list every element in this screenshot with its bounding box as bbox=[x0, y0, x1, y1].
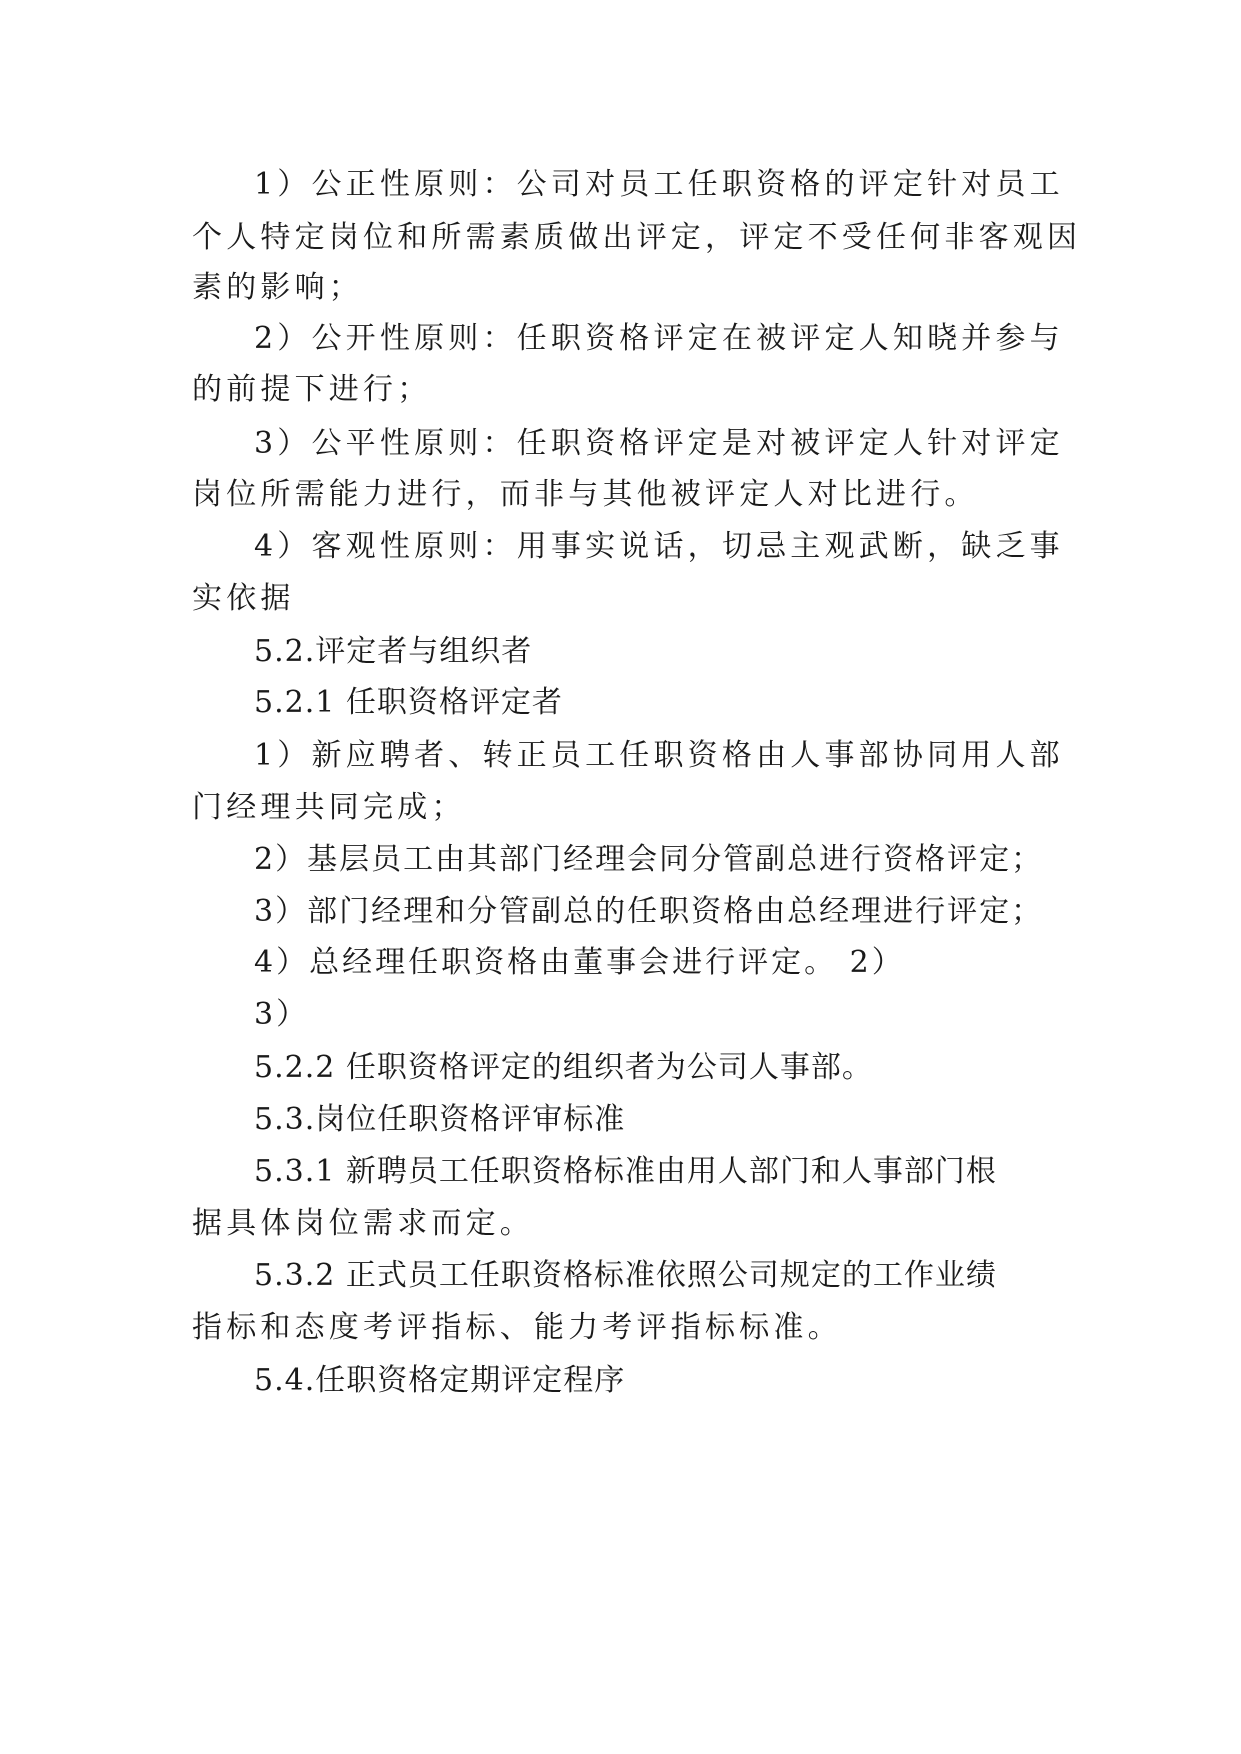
text-line: 2）基层员工由其部门经理会同分管副总进行资格评定； bbox=[254, 842, 1044, 877]
text-line: 指标和态度考评指标、能力考评指标标准。 bbox=[192, 1310, 842, 1345]
text-line: 2）公开性原则：任职资格评定在被评定人知晓并参与 bbox=[254, 321, 1064, 356]
text-line: 3）部门经理和分管副总的任职资格由总经理进行评定； bbox=[254, 894, 1044, 929]
text-line: 岗位所需能力进行，而非与其他被评定人对比进行。 bbox=[192, 477, 979, 512]
text-line: 个人特定岗位和所需素质做出评定，评定不受任何非客观因 bbox=[192, 220, 1082, 255]
text-line: 5.2.2 任职资格评定的组织者为公司人事部。 bbox=[254, 1050, 873, 1085]
text-line: 1）公正性原则：公司对员工任职资格的评定针对员工 bbox=[254, 167, 1064, 202]
text-line: 门经理共同完成； bbox=[192, 790, 466, 825]
text-line: 1）新应聘者、转正员工任职资格由人事部协同用人部 bbox=[254, 738, 1064, 773]
text-line: 4）客观性原则：用事实说话，切忌主观武断，缺乏事 bbox=[254, 529, 1064, 564]
text-line: 5.3.1 新聘员工任职资格标准由用人部门和人事部门根 bbox=[254, 1154, 997, 1189]
text-line: 5.3.2 正式员工任职资格标准依照公司规定的工作业绩 bbox=[254, 1258, 997, 1293]
text-line: 3） bbox=[254, 997, 310, 1032]
text-line: 素的影响； bbox=[192, 270, 363, 305]
text-line: 实依据 bbox=[192, 581, 295, 616]
text-line: 据具体岗位需求而定。 bbox=[192, 1206, 534, 1241]
section-heading: 5.4.任职资格定期评定程序 bbox=[254, 1363, 626, 1398]
section-heading: 5.2.1 任职资格评定者 bbox=[254, 685, 563, 720]
text-line: 4）总经理任职资格由董事会进行评定。 2） bbox=[254, 945, 905, 980]
section-heading: 5.3.岗位任职资格评审标准 bbox=[254, 1102, 626, 1137]
section-heading: 5.2.评定者与组织者 bbox=[254, 634, 533, 669]
text-line: 3）公平性原则：任职资格评定是对被评定人针对评定 bbox=[254, 426, 1064, 461]
text-line: 的前提下进行； bbox=[192, 372, 432, 407]
